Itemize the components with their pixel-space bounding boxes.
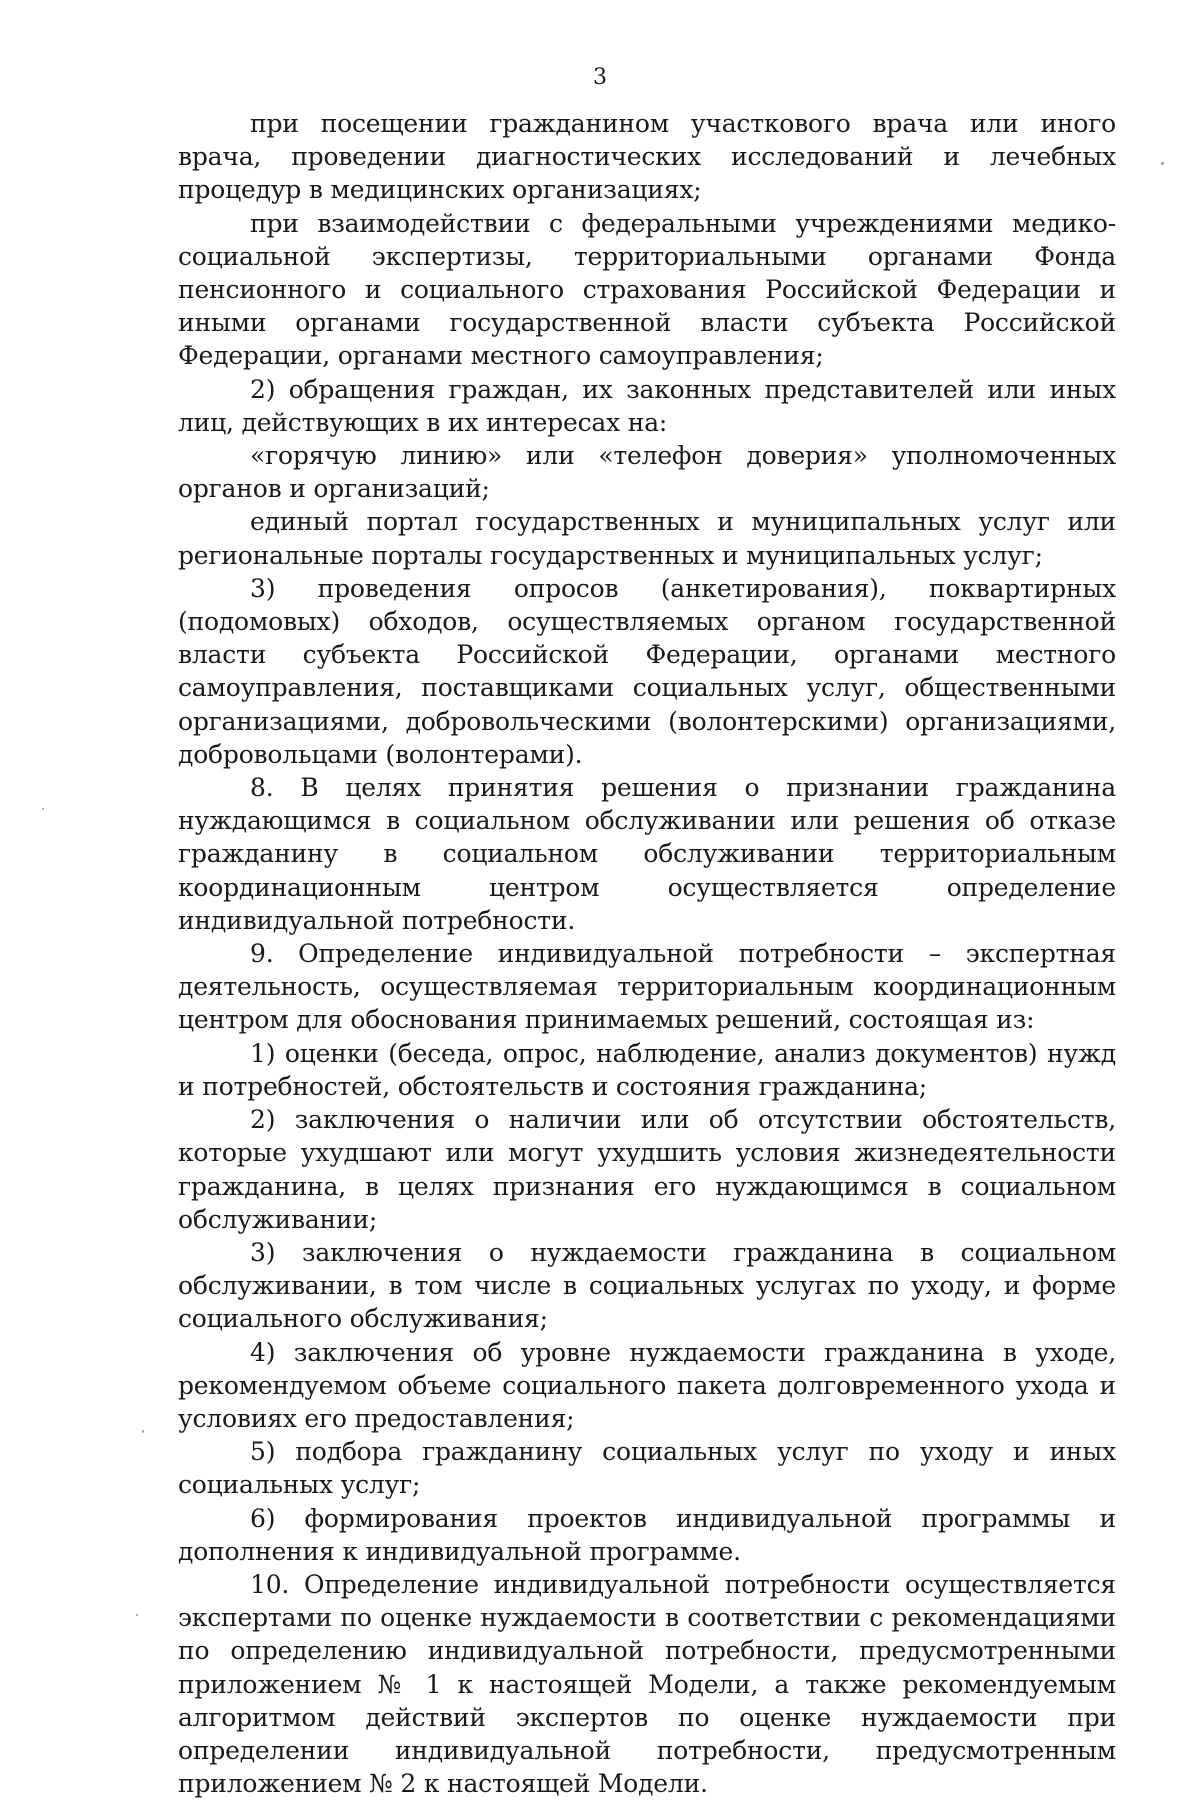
paragraph: 4) заключения об уровне нуждаемости гражданина в уходе, рекомендуемом объеме социального пакета долговременного ухода и условиях его предоставления; (178, 1337, 1116, 1433)
scan-speck (1161, 162, 1164, 165)
paragraph: 8. В целях принятия решения о признании гражданина нуждающимся в социальном обслуживании или решения об отказе гражданину в социальном обслуживании территориальным координационным центром осуществляется определение индивидуальной потребности. (178, 773, 1116, 935)
paragraph: единый портал государственных и муниципальных услуг или региональные порталы государственных и муниципальных услуг; (178, 507, 1116, 570)
paragraph: 9. Определение индивидуальной потребности – экспертная деятельность, осуществляемая территориальным координационным центром для обоснования принимаемых решений, состоящая из: (178, 939, 1116, 1035)
paragraph: 2) обращения граждан, их законных представителей или иных лиц, действующих в их интересах на: (178, 374, 1116, 437)
paragraph: 5) подбора гражданину социальных услуг по уходу и иных социальных услуг; (178, 1437, 1116, 1500)
paragraph: 10. Определение индивидуальной потребности осуществляется экспертами по оценке нуждаемости в соответствии с рекомендациями по определению индивидуальной потребности, предусмотренными приложением № 1 к настоящей Модели, а также рекомендуемым алгоритмом действий экспертов по оценке нуждаемости при определении индивидуальной потребности, предусмотренным приложением № 2 к настоящей Модели. (178, 1569, 1116, 1799)
scan-speck (136, 1614, 138, 1616)
page-number: 3 (593, 65, 607, 90)
scan-speck (142, 1430, 144, 1433)
paragraph: 1) оценки (беседа, опрос, наблюдение, анализ документов) нужд и потребностей, обстоятельств и состояния гражданина; (178, 1038, 1116, 1101)
document-body (178, 107, 1116, 1800)
paragraph: при взаимодействии с федеральными учреждениями медико-социальной экспертизы, территориальными органами Фонда пенсионного и социального страхования Российской Федерации и иными органами государственной власти субъекта Российской Федерации, органами местного самоуправления; (178, 208, 1116, 371)
paragraph: 3) заключения о нуждаемости гражданина в социальном обслуживании, в том числе в социальных услугах по уходу, и форме социального обслуживания; (178, 1237, 1116, 1334)
scan-speck (42, 808, 44, 810)
paragraph: при посещении гражданином участкового врача или иного врача, проведении диагностических исследований и лечебных процедур в медицинских организациях; (178, 109, 1116, 205)
paragraph: 3) проведения опросов (анкетирования), поквартирных (подомовых) обходов, осуществляемых органом государственной власти субъекта Российской Федерации, органами местного самоуправления, поставщиками социальных услуг, общественными организациями, добровольческими (волонтерскими) организациями, добровольцами (волонтерами). (178, 573, 1116, 769)
paragraph: 6) формирования проектов индивидуальной программы и дополнения к индивидуальной программе. (178, 1503, 1116, 1566)
paragraph: 2) заключения о наличии или об отсутствии обстоятельств, которые ухудшают или могут ухудшить условия жизнедеятельности гражданина, в целях признания его нуждающимся в социальном обслуживании; (178, 1105, 1116, 1234)
paragraph: «горячую линию» или «телефон доверия» уполномоченных органов и организаций; (178, 441, 1116, 504)
